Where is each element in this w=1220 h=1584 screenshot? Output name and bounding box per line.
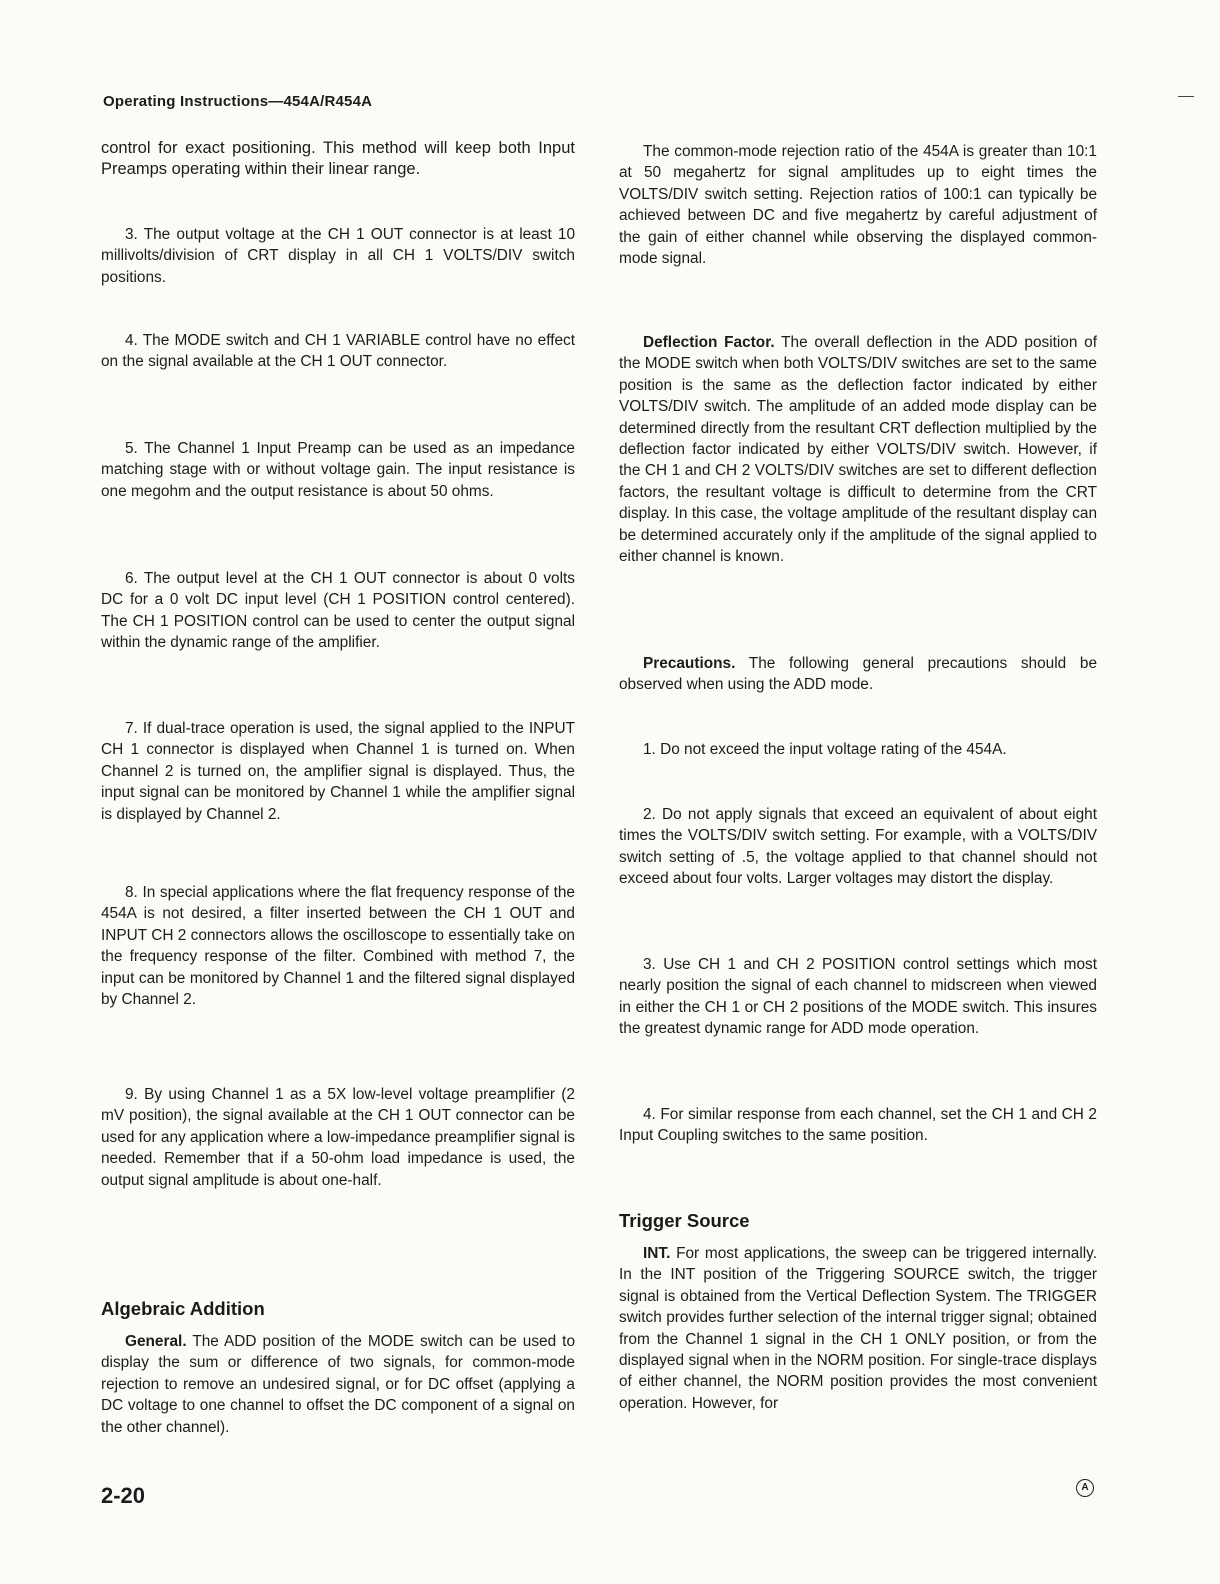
paragraph-precautions [619, 653, 1097, 696]
heading-algebraic-addition: Algebraic Addition [101, 1298, 265, 1319]
precaution-item-2: 2. Do not apply signals that exceed an equivalent of about eight times the VOLTS/DIV switch setting. For example, with a VOLTS/DIV switch setting of .5, the voltage applied to that channel should not exceed about four volts. Larger voltages may distort the display. [619, 806, 1097, 888]
paragraph-int [619, 1243, 1097, 1414]
edition-mark: A [1076, 1479, 1094, 1497]
general-text: The ADD position of the MODE switch can be used to display the sum or difference of two signals, for common-mode rejection to remove an undesired signal, or for DC offset (applying a DC voltage to one channel to offset the DC component of a signal on the other channel). [101, 1333, 576, 1436]
paragraph-deflection-factor [619, 332, 1097, 567]
heading-trigger-source: Trigger Source [619, 1210, 750, 1231]
paragraph-item-9: 9. By using Channel 1 as a 5X low-level voltage preamplifier (2 mV position), the signal available at the CH 1 OUT connector can be used for any application where a low-impedance preamplifier signal is needed. Remember that if a 50-ohm load impedance is used, the output signal amplitude is about one-half. [101, 1086, 575, 1189]
paragraph-general [101, 1331, 575, 1438]
paragraph-continuation: control for exact positioning. This method will keep both Input Preamps operating within their linear range. [101, 139, 575, 179]
precaution-item-1: 1. Do not exceed the input voltage rating of the 454A. [643, 741, 1007, 758]
precaution-item-4: 4. For similar response from each channel, set the CH 1 and CH 2 Input Coupling switches to the same position. [619, 1106, 1097, 1145]
precautions-lead: Precautions. [643, 655, 736, 672]
paragraph-item-5: 5. The Channel 1 Input Preamp can be used as an impedance matching stage with or without voltage gain. The input resistance is one megohm and the output resistance is about 50 ohms. [101, 440, 575, 500]
paragraph-cmrr: The common-mode rejection ratio of the 454A is greater than 10:1 at 50 megahertz for signal amplitudes up to eight times the VOLTS/DIV switch setting. Rejection ratios of 100:1 can typically be achieved between DC and five megahertz by careful adjustment of the gain of either channel while observing the displayed common-mode signal. [619, 143, 1097, 268]
paragraph-item-4: 4. The MODE switch and CH 1 VARIABLE control have no effect on the signal available at the CH 1 OUT connector. [101, 332, 575, 371]
corner-mark [1178, 96, 1194, 97]
paragraph-item-3: 3. The output voltage at the CH 1 OUT connector is at least 10 millivolts/division of CRT display in all CH 1 VOLTS/DIV switch positions. [101, 226, 575, 286]
int-lead: INT. [643, 1245, 671, 1262]
page-header: Operating Instructions—454A/R454A [103, 93, 373, 110]
page-number: 2-20 [101, 1483, 146, 1508]
paragraph-item-6: 6. The output level at the CH 1 OUT connector is about 0 volts DC for a 0 volt DC input level (CH 1 POSITION control centered). The CH 1 POSITION control can be used to center the output signal within the dynamic range of the amplifier. [101, 570, 575, 652]
deflection-lead: Deflection Factor. [643, 334, 775, 351]
precautions-text: The following general precautions should be observed when using the ADD mode. [619, 655, 1098, 694]
paragraph-item-7: 7. If dual-trace operation is used, the signal applied to the INPUT CH 1 connector is displayed when Channel 1 is turned on. When Channel 2 is turned on, the amplifier signal is displayed. Thus, the input signal can be monitored by Channel 1 while the amplifier signal is displayed by Channel 2. [101, 720, 575, 823]
paragraph-item-8: 8. In special applications where the flat frequency response of the 454A is not desired, a filter inserted between the CH 1 OUT and INPUT CH 2 connectors allows the oscilloscope to essentially take on the frequency response of the filter. Combined with method 7, the input can be monitored by Channel 1 and the filtered signal displayed by Channel 2. [101, 884, 575, 1009]
general-lead: General. [125, 1333, 187, 1350]
deflection-text: The overall deflection in the ADD position of the MODE switch when both VOLTS/DIV switches are set to the same position is the same as the deflection factor indicated by either VOLTS/DIV switch. The amplitude of an added mode display can be determined directly from the resultant CRT deflection multiplied by the deflection factor indicated by either VOLTS/DIV switch. However, if the CH 1 and CH 2 VOLTS/DIV switches are set to different deflection factors, the resultant voltage is difficult to determine from the CRT display. In this case, the voltage amplitude of the resultant display can be determined accurately only if the amplitude of the signal applied to either channel is known. [619, 334, 1098, 566]
int-text: For most applications, the sweep can be triggered internally. In the INT position of the Triggering SOURCE switch, the trigger signal is obtained from the Vertical Deflection System. The TRIGGER switch provides further selection of the internal trigger signal; obtained from the Channel 1 signal in the CH 1 ONLY position, or from the displayed signal when in the NORM position. For single-trace displays of either channel, the NORM position provides the most convenient operation. However, for [619, 1245, 1097, 1412]
precaution-item-3: 3. Use CH 1 and CH 2 POSITION control settings which most nearly position the signal of each channel to midscreen when viewed in either the CH 1 or CH 2 positions of the MODE switch. This insures the greatest dynamic range for ADD mode operation. [619, 956, 1097, 1038]
